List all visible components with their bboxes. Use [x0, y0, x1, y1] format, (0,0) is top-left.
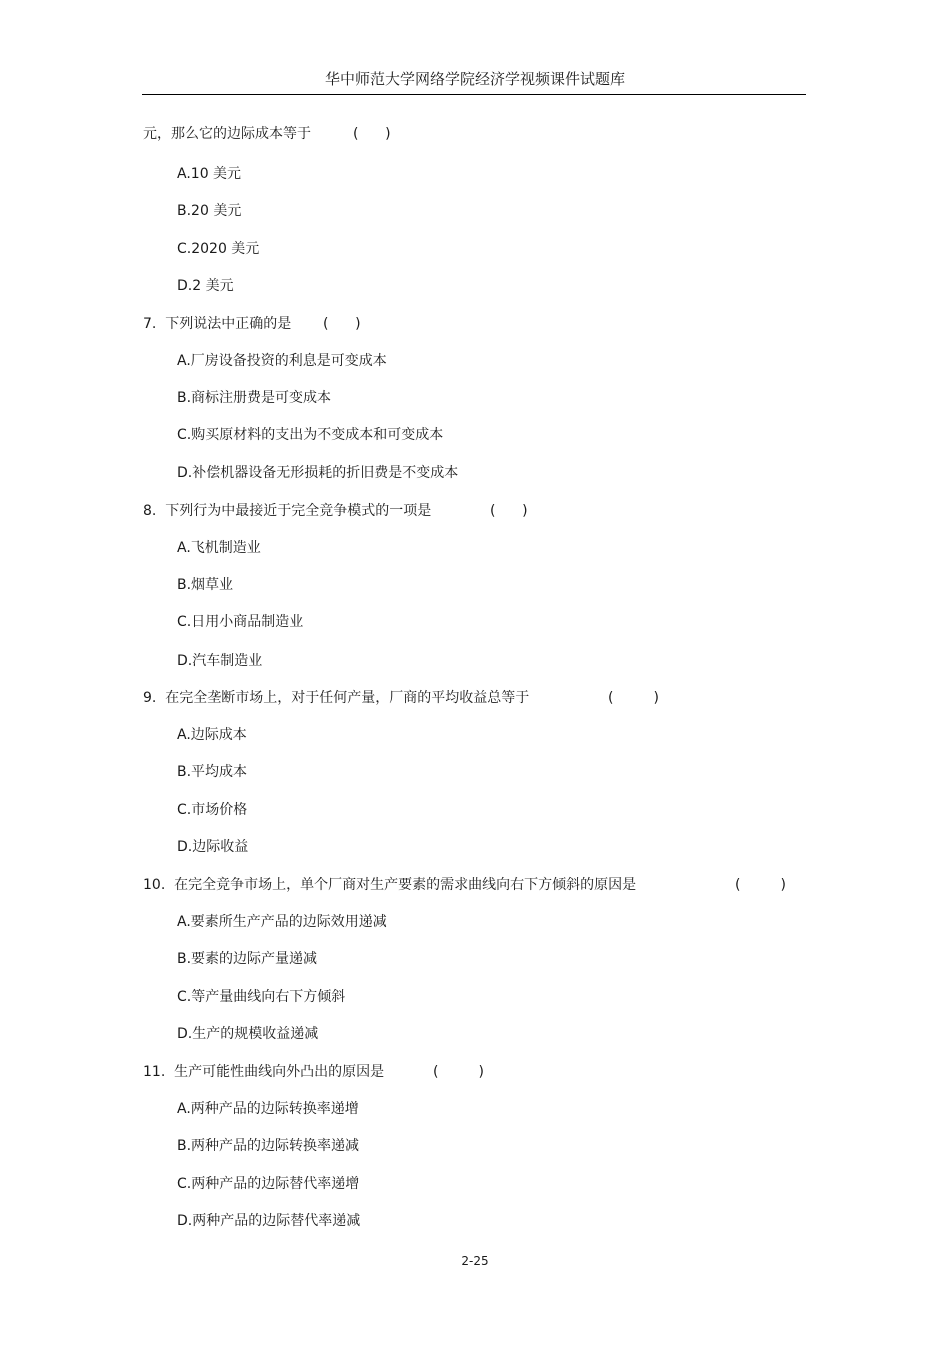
option-a: A.10 美元: [177, 166, 242, 182]
question-stem: 7. 下列说法中正确的是: [143, 316, 292, 332]
option-c: C.市场价格: [177, 802, 248, 818]
question-stem: 元，那么它的边际成本等于: [143, 126, 311, 142]
option-b: B.两种产品的边际转换率递减: [177, 1138, 360, 1154]
option-c: C.购买原材料的支出为不变成本和可变成本: [177, 427, 444, 443]
option-d: D.2 美元: [177, 278, 234, 294]
answer-blank: ( ): [608, 690, 659, 706]
header-divider: [142, 94, 806, 95]
option-d: D.边际收益: [177, 839, 249, 855]
option-a: A.厂房设备投资的利息是可变成本: [177, 353, 387, 369]
question-stem: 9. 在完全垄断市场上，对于任何产量，厂商的平均收益总等于: [143, 690, 530, 706]
option-a: A.要素所生产产品的边际效用递减: [177, 914, 387, 930]
option-c: C.等产量曲线向右下方倾斜: [177, 989, 346, 1005]
option-d: D.补偿机器设备无形损耗的折旧费是不变成本: [177, 465, 459, 481]
option-c: C.日用小商品制造业: [177, 614, 304, 630]
answer-blank: ( ): [323, 316, 361, 332]
question-stem: 10. 在完全竞争市场上，单个厂商对生产要素的需求曲线向右下方倾斜的原因是: [143, 877, 637, 893]
answer-blank: ( ): [353, 126, 391, 142]
option-b: B.平均成本: [177, 764, 248, 780]
option-a: A.飞机制造业: [177, 540, 261, 556]
question-stem: 11. 生产可能性曲线向外凸出的原因是: [143, 1064, 385, 1080]
option-b: B.要素的边际产量递减: [177, 951, 318, 967]
answer-blank: ( ): [490, 503, 528, 519]
question-stem: 8. 下列行为中最接近于完全竞争模式的一项是: [143, 503, 432, 519]
page-number: 2-25: [461, 1254, 489, 1268]
option-d: D.生产的规模收益递减: [177, 1026, 319, 1042]
option-a: A.两种产品的边际转换率递增: [177, 1101, 359, 1117]
answer-blank: ( ): [433, 1064, 484, 1080]
option-a: A.边际成本: [177, 727, 247, 743]
option-b: B.烟草业: [177, 577, 234, 593]
option-c: C.2020 美元: [177, 241, 260, 257]
header-title: 华中师范大学网络学院经济学视频课件试题库: [324, 70, 625, 88]
option-c: C.两种产品的边际替代率递增: [177, 1176, 360, 1192]
option-b: B.20 美元: [177, 203, 242, 219]
option-d: D.汽车制造业: [177, 653, 263, 669]
answer-blank: ( ): [735, 877, 786, 893]
option-d: D.两种产品的边际替代率递减: [177, 1213, 361, 1229]
option-b: B.商标注册费是可变成本: [177, 390, 332, 406]
